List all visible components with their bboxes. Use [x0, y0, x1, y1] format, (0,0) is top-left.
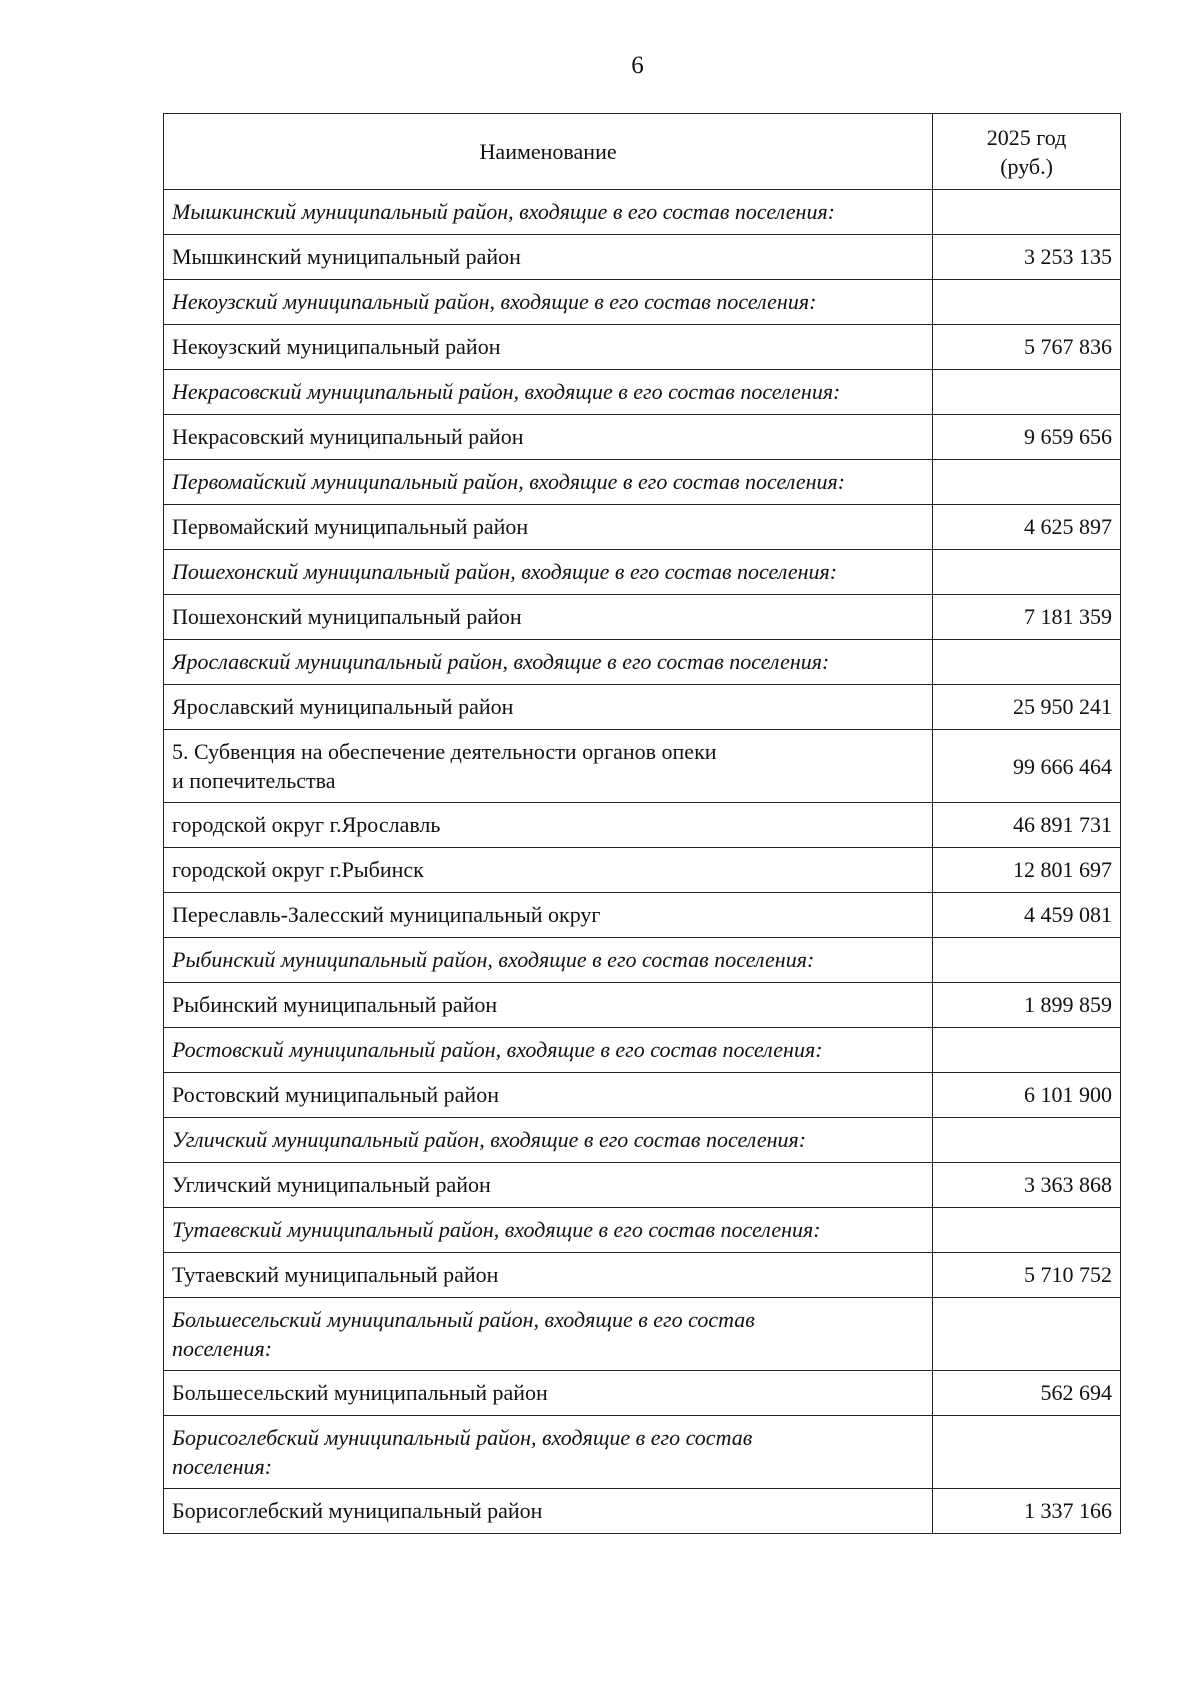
row-name: Переславль-Залесский муниципальный округ — [164, 893, 933, 938]
row-value: 4 459 081 — [933, 893, 1121, 938]
table-row — [164, 1028, 1121, 1073]
row-name: городской округ г.Ярославль — [164, 803, 933, 848]
section-title-line1: 5. Субвенция на обеспечение деятельности органов опеки — [172, 739, 717, 764]
row-name: Угличский муниципальный район — [164, 1163, 933, 1208]
row-value — [933, 370, 1121, 415]
table-row — [164, 505, 1121, 550]
row-name: Пошехонский муниципальный район, входящие в его состав поселения: — [164, 550, 933, 595]
table-row-section — [164, 730, 1121, 803]
table-row — [164, 1253, 1121, 1298]
row-name: Некоузский муниципальный район — [164, 325, 933, 370]
row-value — [933, 1118, 1121, 1163]
row-name: Ростовский муниципальный район — [164, 1073, 933, 1118]
row-name: Пошехонский муниципальный район — [164, 595, 933, 640]
row-name: Большесельский муниципальный район — [164, 1371, 933, 1416]
table-row — [164, 415, 1121, 460]
section-title — [164, 730, 933, 803]
table-row — [164, 325, 1121, 370]
row-name: Мышкинский муниципальный район, входящие в его состав поселения: — [164, 190, 933, 235]
row-value: 1 899 859 — [933, 983, 1121, 1028]
row-value — [933, 938, 1121, 983]
table-row — [164, 685, 1121, 730]
table-row — [164, 1489, 1121, 1534]
row-value: 1 337 166 — [933, 1489, 1121, 1534]
row-value — [933, 1208, 1121, 1253]
header-name: Наименование — [164, 114, 933, 190]
table-row — [164, 848, 1121, 893]
row-value: 12 801 697 — [933, 848, 1121, 893]
row-name: Мышкинский муниципальный район — [164, 235, 933, 280]
row-value: 9 659 656 — [933, 415, 1121, 460]
row-name: Ярославский муниципальный район — [164, 685, 933, 730]
table-row — [164, 550, 1121, 595]
row-value — [933, 1028, 1121, 1073]
table-row — [164, 1298, 1121, 1371]
table-row — [164, 595, 1121, 640]
table-row — [164, 938, 1121, 983]
row-value: 3 363 868 — [933, 1163, 1121, 1208]
table-row — [164, 460, 1121, 505]
row-value: 4 625 897 — [933, 505, 1121, 550]
row-name: Тутаевский муниципальный район — [164, 1253, 933, 1298]
row-value: 5 767 836 — [933, 325, 1121, 370]
table-row — [164, 1073, 1121, 1118]
row-name: Тутаевский муниципальный район, входящие в его состав поселения: — [164, 1208, 933, 1253]
row-name: Некрасовский муниципальный район, входящие в его состав поселения: — [164, 370, 933, 415]
row-name-line1: Борисоглебский муниципальный район, входящие в его состав — [172, 1425, 753, 1450]
row-value — [933, 460, 1121, 505]
row-name: Ростовский муниципальный район, входящие в его состав поселения: — [164, 1028, 933, 1073]
table-row — [164, 1118, 1121, 1163]
row-value — [933, 1416, 1121, 1489]
budget-table — [163, 113, 1121, 1534]
row-value: 46 891 731 — [933, 803, 1121, 848]
row-value — [933, 550, 1121, 595]
header-year-label: 2025 год — [986, 124, 1067, 150]
row-name: Рыбинский муниципальный район — [164, 983, 933, 1028]
row-value — [933, 1298, 1121, 1371]
table-row — [164, 1371, 1121, 1416]
row-value — [933, 190, 1121, 235]
row-name-line2: поселения: — [172, 1336, 273, 1361]
table-row — [164, 893, 1121, 938]
section-total: 99 666 464 — [933, 730, 1121, 803]
table-row — [164, 280, 1121, 325]
row-name: Некрасовский муниципальный район — [164, 415, 933, 460]
table-row — [164, 235, 1121, 280]
table-row — [164, 640, 1121, 685]
row-name: Первомайский муниципальный район — [164, 505, 933, 550]
row-name — [164, 1416, 933, 1489]
row-name: городской округ г.Рыбинск — [164, 848, 933, 893]
table-row — [164, 1416, 1121, 1489]
table-row — [164, 1163, 1121, 1208]
row-value: 562 694 — [933, 1371, 1121, 1416]
page-number: 6 — [631, 52, 644, 79]
header-year — [933, 114, 1121, 190]
row-name-line1: Большесельский муниципальный район, входящие в его состав — [172, 1307, 755, 1332]
table-row — [164, 1208, 1121, 1253]
row-value: 25 950 241 — [933, 685, 1121, 730]
row-value: 5 710 752 — [933, 1253, 1121, 1298]
row-name: Ярославский муниципальный район, входящие в его состав поселения: — [164, 640, 933, 685]
table-row — [164, 370, 1121, 415]
row-name: Некоузский муниципальный район, входящие в его состав поселения: — [164, 280, 933, 325]
table-row — [164, 803, 1121, 848]
row-value — [933, 280, 1121, 325]
table-header-row — [164, 114, 1121, 190]
table-row — [164, 190, 1121, 235]
row-value — [933, 640, 1121, 685]
row-name-line2: поселения: — [172, 1454, 273, 1479]
row-value: 6 101 900 — [933, 1073, 1121, 1118]
row-name: Угличский муниципальный район, входящие в его состав поселения: — [164, 1118, 933, 1163]
section-title-line2: и попечительства — [172, 768, 336, 793]
header-unit-label: (руб.) — [1000, 153, 1053, 179]
row-value: 7 181 359 — [933, 595, 1121, 640]
row-name: Первомайский муниципальный район, входящие в его состав поселения: — [164, 460, 933, 505]
row-name — [164, 1298, 933, 1371]
row-value: 3 253 135 — [933, 235, 1121, 280]
row-name: Рыбинский муниципальный район, входящие в его состав поселения: — [164, 938, 933, 983]
table-row — [164, 983, 1121, 1028]
row-name: Борисоглебский муниципальный район — [164, 1489, 933, 1534]
